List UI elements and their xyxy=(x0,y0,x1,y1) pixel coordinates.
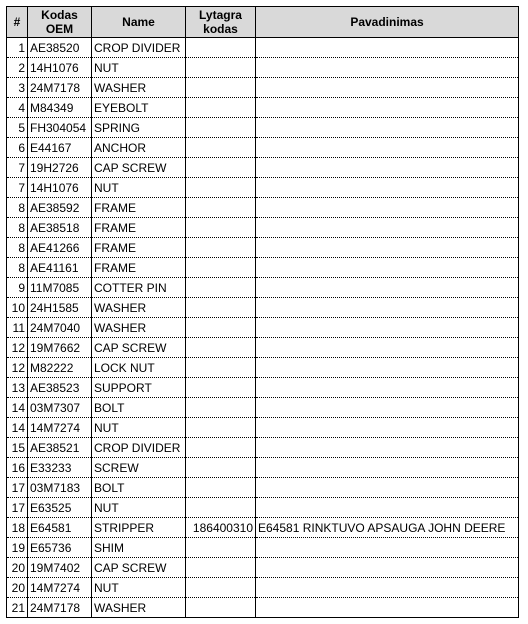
cell-lytagra-kodas[interactable] xyxy=(186,318,256,338)
cell-name[interactable]: CROP DIVIDER xyxy=(92,38,186,58)
cell-num[interactable]: 12 xyxy=(7,358,28,378)
table-row xyxy=(7,278,519,298)
cell-lytagra-kodas[interactable] xyxy=(186,558,256,578)
header-row xyxy=(7,7,519,38)
cell-num[interactable]: 17 xyxy=(7,478,28,498)
cell-lytagra-kodas[interactable] xyxy=(186,398,256,418)
cell-name[interactable]: NUT xyxy=(92,58,186,78)
cell-num[interactable]: 19 xyxy=(7,538,28,558)
table-row xyxy=(7,358,519,378)
cell-kodas-oem[interactable]: 19M7662 xyxy=(28,338,92,358)
table-row xyxy=(7,158,519,178)
table-row xyxy=(7,498,519,518)
cell-pavadinimas[interactable] xyxy=(256,98,519,118)
table-row xyxy=(7,438,519,458)
cell-name[interactable]: CROP DIVIDER xyxy=(92,438,186,458)
cell-lytagra-kodas[interactable] xyxy=(186,38,256,58)
cell-pavadinimas[interactable] xyxy=(256,338,519,358)
cell-name[interactable]: SUPPORT xyxy=(92,378,186,398)
cell-pavadinimas[interactable] xyxy=(256,318,519,338)
cell-num[interactable]: 3 xyxy=(7,78,28,98)
cell-kodas-oem[interactable]: FH304054 xyxy=(28,118,92,138)
parts-table xyxy=(6,6,519,618)
header-name: Name xyxy=(92,7,186,38)
table-row xyxy=(7,298,519,318)
cell-num[interactable]: 2 xyxy=(7,58,28,78)
cell-lytagra-kodas[interactable] xyxy=(186,178,256,198)
cell-num[interactable]: 6 xyxy=(7,138,28,158)
table-row xyxy=(7,98,519,118)
table-row xyxy=(7,238,519,258)
cell-kodas-oem[interactable]: AE38518 xyxy=(28,218,92,238)
cell-lytagra-kodas[interactable] xyxy=(186,498,256,518)
cell-name[interactable]: NUT xyxy=(92,178,186,198)
table-row xyxy=(7,318,519,338)
cell-num[interactable]: 13 xyxy=(7,378,28,398)
cell-lytagra-kodas[interactable] xyxy=(186,238,256,258)
cell-pavadinimas[interactable] xyxy=(256,198,519,218)
cell-lytagra-kodas[interactable] xyxy=(186,158,256,178)
cell-kodas-oem[interactable]: 24M7040 xyxy=(28,318,92,338)
cell-name[interactable]: BOLT xyxy=(92,478,186,498)
table-row xyxy=(7,518,519,538)
cell-num[interactable]: 21 xyxy=(7,598,28,618)
cell-num[interactable]: 20 xyxy=(7,558,28,578)
cell-lytagra-kodas[interactable] xyxy=(186,138,256,158)
cell-pavadinimas[interactable] xyxy=(256,538,519,558)
cell-pavadinimas[interactable] xyxy=(256,298,519,318)
cell-name[interactable]: FRAME xyxy=(92,238,186,258)
cell-kodas-oem[interactable]: E64581 xyxy=(28,518,92,538)
cell-num[interactable]: 9 xyxy=(7,278,28,298)
cell-lytagra-kodas[interactable] xyxy=(186,358,256,378)
cell-kodas-oem[interactable]: AE41161 xyxy=(28,258,92,278)
cell-kodas-oem[interactable]: 24M7178 xyxy=(28,598,92,618)
cell-num[interactable]: 5 xyxy=(7,118,28,138)
cell-kodas-oem[interactable]: E65736 xyxy=(28,538,92,558)
cell-lytagra-kodas[interactable] xyxy=(186,338,256,358)
table-row xyxy=(7,478,519,498)
cell-lytagra-kodas[interactable] xyxy=(186,218,256,238)
cell-name[interactable]: FRAME xyxy=(92,258,186,278)
cell-pavadinimas[interactable] xyxy=(256,598,519,618)
cell-kodas-oem[interactable]: 03M7183 xyxy=(28,478,92,498)
cell-num[interactable]: 11 xyxy=(7,318,28,338)
table-row xyxy=(7,378,519,398)
table-row xyxy=(7,398,519,418)
cell-pavadinimas[interactable] xyxy=(256,158,519,178)
cell-kodas-oem[interactable]: 03M7307 xyxy=(28,398,92,418)
table-row xyxy=(7,458,519,478)
cell-lytagra-kodas[interactable] xyxy=(186,258,256,278)
cell-kodas-oem[interactable]: AE38521 xyxy=(28,438,92,458)
cell-pavadinimas[interactable] xyxy=(256,118,519,138)
cell-pavadinimas[interactable] xyxy=(256,358,519,378)
header-num: # xyxy=(7,7,28,38)
cell-lytagra-kodas[interactable] xyxy=(186,458,256,478)
cell-num[interactable]: 1 xyxy=(7,38,28,58)
cell-num[interactable]: 8 xyxy=(7,198,28,218)
cell-pavadinimas[interactable] xyxy=(256,478,519,498)
cell-name[interactable]: NUT xyxy=(92,418,186,438)
table-row xyxy=(7,118,519,138)
cell-pavadinimas[interactable] xyxy=(256,38,519,58)
cell-kodas-oem[interactable]: 14H1076 xyxy=(28,58,92,78)
cell-num[interactable]: 17 xyxy=(7,498,28,518)
cell-kodas-oem[interactable]: AE38523 xyxy=(28,378,92,398)
cell-lytagra-kodas[interactable] xyxy=(186,418,256,438)
cell-kodas-oem[interactable]: 14M7274 xyxy=(28,418,92,438)
cell-lytagra-kodas[interactable] xyxy=(186,98,256,118)
cell-pavadinimas[interactable] xyxy=(256,458,519,478)
cell-pavadinimas[interactable] xyxy=(256,438,519,458)
table-row xyxy=(7,218,519,238)
table-row xyxy=(7,138,519,158)
cell-name[interactable]: WASHER xyxy=(92,298,186,318)
cell-num[interactable]: 7 xyxy=(7,178,28,198)
cell-num[interactable]: 7 xyxy=(7,158,28,178)
cell-name[interactable]: STRIPPER xyxy=(92,518,186,538)
cell-name[interactable]: EYEBOLT xyxy=(92,98,186,118)
cell-pavadinimas[interactable] xyxy=(256,498,519,518)
table-row xyxy=(7,258,519,278)
cell-lytagra-kodas[interactable] xyxy=(186,78,256,98)
cell-lytagra-kodas[interactable] xyxy=(186,438,256,458)
cell-num[interactable]: 16 xyxy=(7,458,28,478)
cell-name[interactable]: BOLT xyxy=(92,398,186,418)
cell-lytagra-kodas[interactable] xyxy=(186,598,256,618)
table-row xyxy=(7,418,519,438)
cell-pavadinimas[interactable] xyxy=(256,278,519,298)
cell-kodas-oem[interactable]: AE41266 xyxy=(28,238,92,258)
cell-pavadinimas[interactable] xyxy=(256,178,519,198)
cell-kodas-oem[interactable]: AE38520 xyxy=(28,38,92,58)
cell-num[interactable]: 14 xyxy=(7,418,28,438)
cell-lytagra-kodas[interactable]: 186400310 xyxy=(186,518,256,538)
cell-num[interactable]: 4 xyxy=(7,98,28,118)
table-row xyxy=(7,198,519,218)
cell-kodas-oem[interactable]: E44167 xyxy=(28,138,92,158)
cell-name[interactable]: FRAME xyxy=(92,198,186,218)
cell-num[interactable]: 14 xyxy=(7,398,28,418)
cell-pavadinimas[interactable] xyxy=(256,558,519,578)
cell-name[interactable]: WASHER xyxy=(92,318,186,338)
cell-lytagra-kodas[interactable] xyxy=(186,198,256,218)
header-pavadinimas: Pavadinimas xyxy=(256,7,519,38)
cell-kodas-oem[interactable]: 11M7085 xyxy=(28,278,92,298)
cell-num[interactable]: 8 xyxy=(7,218,28,238)
cell-name[interactable]: LOCK NUT xyxy=(92,358,186,378)
header-kodas-oem: Kodas OEM xyxy=(28,7,92,38)
table-row xyxy=(7,598,519,618)
table-row xyxy=(7,58,519,78)
cell-pavadinimas[interactable] xyxy=(256,418,519,438)
cell-name[interactable]: CAP SCREW xyxy=(92,338,186,358)
cell-name[interactable]: COTTER PIN xyxy=(92,278,186,298)
cell-pavadinimas[interactable] xyxy=(256,238,519,258)
cell-kodas-oem[interactable]: 14M7274 xyxy=(28,578,92,598)
cell-lytagra-kodas[interactable] xyxy=(186,278,256,298)
cell-num[interactable]: 20 xyxy=(7,578,28,598)
header-lytagra-kodas: Lytagra kodas xyxy=(186,7,256,38)
cell-name[interactable]: NUT xyxy=(92,498,186,518)
cell-num[interactable]: 12 xyxy=(7,338,28,358)
cell-name[interactable]: WASHER xyxy=(92,598,186,618)
cell-lytagra-kodas[interactable] xyxy=(186,118,256,138)
cell-pavadinimas[interactable] xyxy=(256,578,519,598)
cell-num[interactable]: 8 xyxy=(7,258,28,278)
cell-name[interactable]: SPRING xyxy=(92,118,186,138)
cell-name[interactable]: ANCHOR xyxy=(92,138,186,158)
cell-lytagra-kodas[interactable] xyxy=(186,378,256,398)
cell-pavadinimas[interactable]: E64581 RINKTUVO APSAUGA JOHN DEERE xyxy=(256,518,519,538)
cell-name[interactable]: CAP SCREW xyxy=(92,558,186,578)
table-row xyxy=(7,178,519,198)
cell-name[interactable]: WASHER xyxy=(92,78,186,98)
cell-lytagra-kodas[interactable] xyxy=(186,578,256,598)
cell-num[interactable]: 18 xyxy=(7,518,28,538)
cell-kodas-oem[interactable]: 24M7178 xyxy=(28,78,92,98)
cell-pavadinimas[interactable] xyxy=(256,58,519,78)
table-row xyxy=(7,338,519,358)
cell-num[interactable]: 15 xyxy=(7,438,28,458)
cell-lytagra-kodas[interactable] xyxy=(186,298,256,318)
cell-kodas-oem[interactable]: E33233 xyxy=(28,458,92,478)
table-row xyxy=(7,578,519,598)
cell-kodas-oem[interactable]: M82222 xyxy=(28,358,92,378)
cell-kodas-oem[interactable]: E63525 xyxy=(28,498,92,518)
cell-pavadinimas[interactable] xyxy=(256,398,519,418)
cell-lytagra-kodas[interactable] xyxy=(186,538,256,558)
cell-kodas-oem[interactable]: 19H2726 xyxy=(28,158,92,178)
cell-pavadinimas[interactable] xyxy=(256,258,519,278)
cell-num[interactable]: 10 xyxy=(7,298,28,318)
cell-pavadinimas[interactable] xyxy=(256,78,519,98)
cell-kodas-oem[interactable]: 14H1076 xyxy=(28,178,92,198)
cell-lytagra-kodas[interactable] xyxy=(186,478,256,498)
cell-name[interactable]: SHIM xyxy=(92,538,186,558)
cell-name[interactable]: CAP SCREW xyxy=(92,158,186,178)
cell-kodas-oem[interactable]: M84349 xyxy=(28,98,92,118)
cell-kodas-oem[interactable]: 19M7402 xyxy=(28,558,92,578)
cell-pavadinimas[interactable] xyxy=(256,218,519,238)
table-row xyxy=(7,38,519,58)
table-row xyxy=(7,538,519,558)
table-row xyxy=(7,78,519,98)
table-row xyxy=(7,558,519,578)
cell-name[interactable]: SCREW xyxy=(92,458,186,478)
cell-name[interactable]: FRAME xyxy=(92,218,186,238)
cell-lytagra-kodas[interactable] xyxy=(186,58,256,78)
cell-num[interactable]: 8 xyxy=(7,238,28,258)
cell-kodas-oem[interactable]: 24H1585 xyxy=(28,298,92,318)
cell-kodas-oem[interactable]: AE38592 xyxy=(28,198,92,218)
cell-pavadinimas[interactable] xyxy=(256,378,519,398)
cell-pavadinimas[interactable] xyxy=(256,138,519,158)
table-body xyxy=(7,38,519,618)
cell-name[interactable]: NUT xyxy=(92,578,186,598)
